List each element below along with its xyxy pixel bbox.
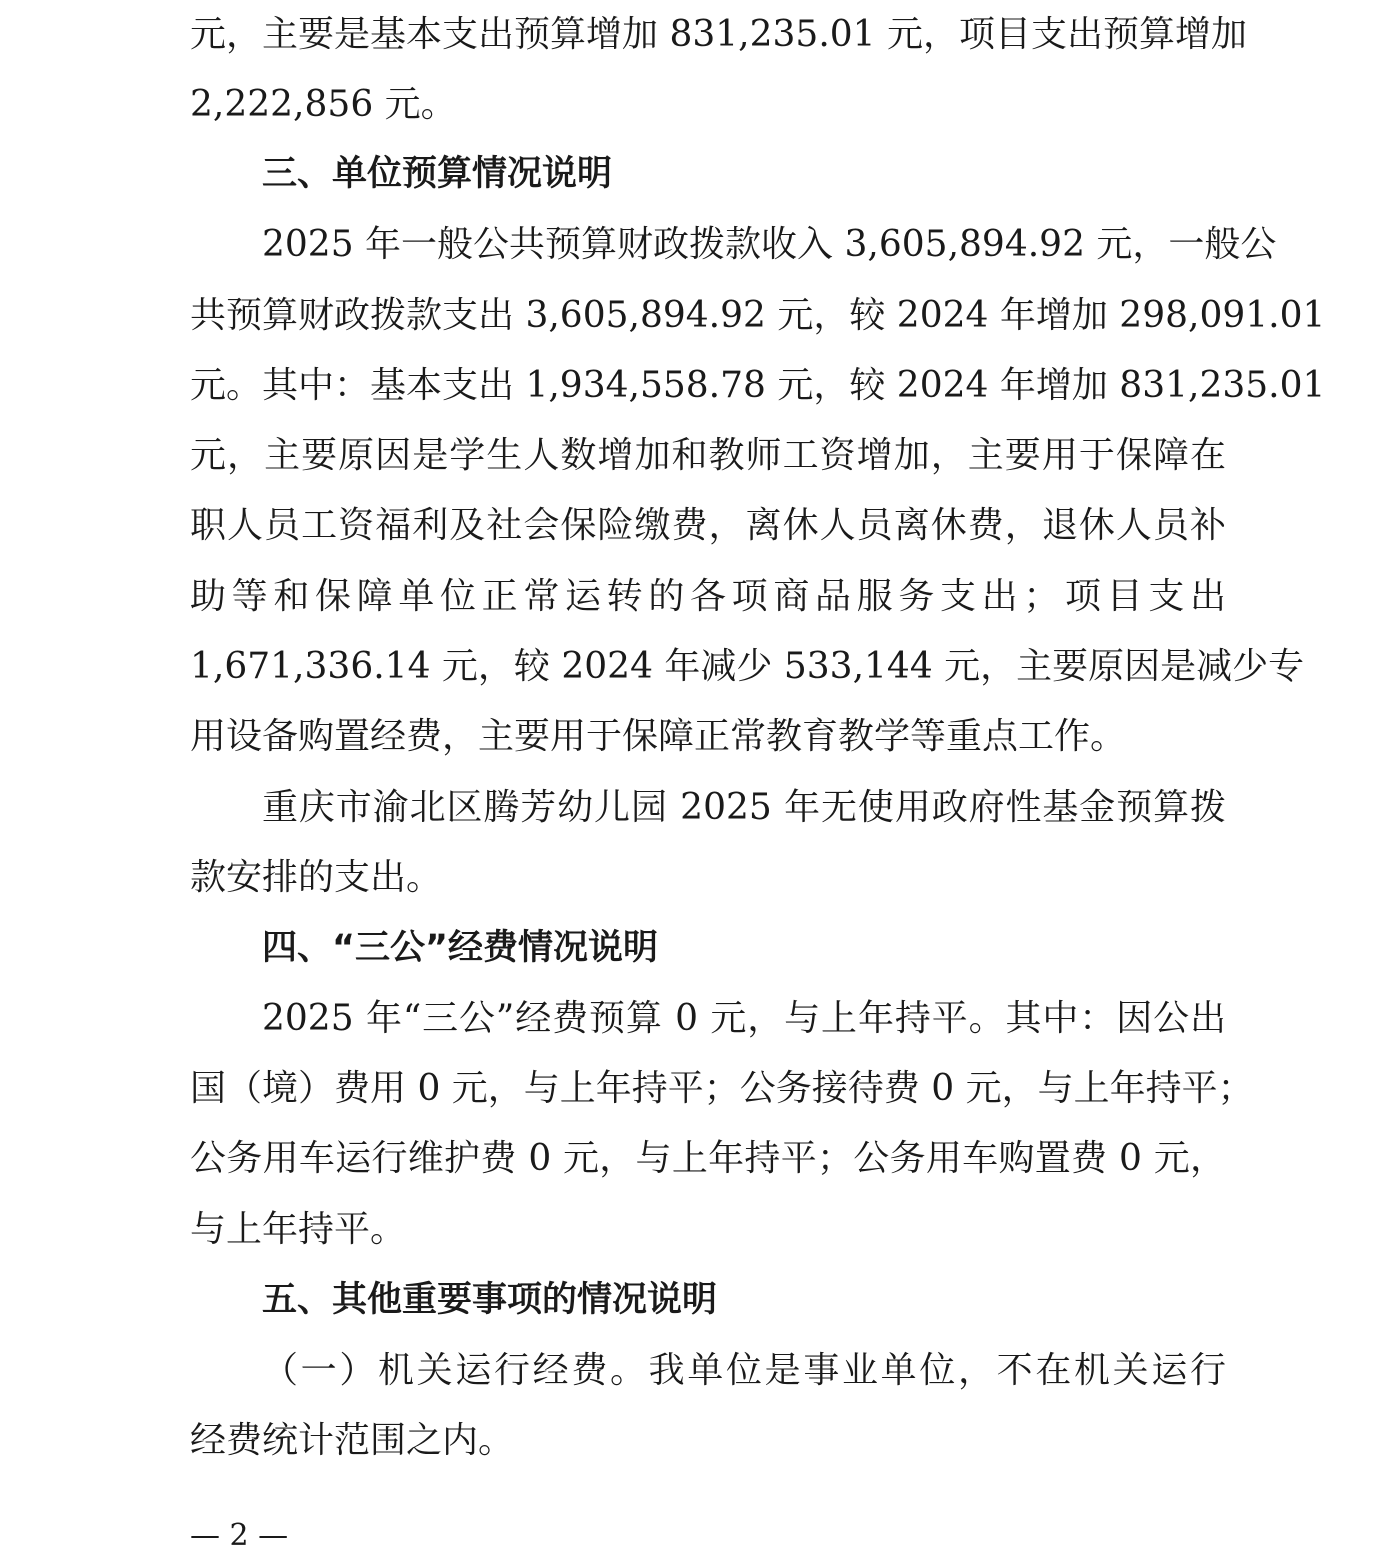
body-text-line: 共预算财政拨款支出 3,605,894.92 元，较 2024 年增加 298,091.01 xyxy=(190,295,1326,336)
body-text-line: 元，主要原因是学生人数增加和教师工资增加，主要用于保障在 xyxy=(190,435,1226,476)
section-heading-3: 三、单位预算情况说明 xyxy=(262,154,613,194)
body-text-line: 2,222,856 元。 xyxy=(190,84,457,125)
body-text-line: 与上年持平。 xyxy=(190,1209,407,1250)
body-text-line: 用设备购置经费，主要用于保障正常教育教学等重点工作。 xyxy=(190,716,1127,757)
body-text-line: 经费统计范围之内。 xyxy=(190,1420,515,1461)
body-text-line: 元。其中：基本支出 1,934,558.78 元，较 2024 年增加 831,235.01 xyxy=(190,365,1326,406)
section-heading-5: 五、其他重要事项的情况说明 xyxy=(262,1280,718,1320)
body-text-line: 2025 年“三公”经费预算 0 元，与上年持平。其中：因公出 xyxy=(262,998,1226,1039)
page-number: — 2 — xyxy=(190,1518,289,1553)
body-text-line: 国（境）费用 0 元，与上年持平；公务接待费 0 元，与上年持平； xyxy=(190,1068,1254,1109)
body-text-line: （一）机关运行经费。我单位是事业单位，不在机关运行 xyxy=(262,1350,1226,1391)
body-text-line: 2025 年一般公共预算财政拨款收入 3,605,894.92 元，一般公 xyxy=(262,224,1277,265)
body-text-line: 公务用车运行维护费 0 元，与上年持平；公务用车购置费 0 元， xyxy=(190,1138,1226,1179)
body-text-line: 元，主要是基本支出预算增加 831,235.01 元，项目支出预算增加 xyxy=(190,14,1248,55)
body-text-line: 职人员工资福利及社会保险缴费，离休人员离休费，退休人员补 xyxy=(190,505,1226,546)
body-text-line: 1,671,336.14 元，较 2024 年减少 533,144 元，主要原因是减少专 xyxy=(190,646,1305,687)
body-text-line: 助等和保障单位正常运转的各项商品服务支出；项目支出 xyxy=(190,576,1226,617)
body-text-line: 重庆市渝北区腾芳幼儿园 2025 年无使用政府性基金预算拨 xyxy=(262,787,1226,828)
section-heading-4: 四、“三公”经费情况说明 xyxy=(262,928,659,968)
body-text-line: 款安排的支出。 xyxy=(190,857,443,898)
